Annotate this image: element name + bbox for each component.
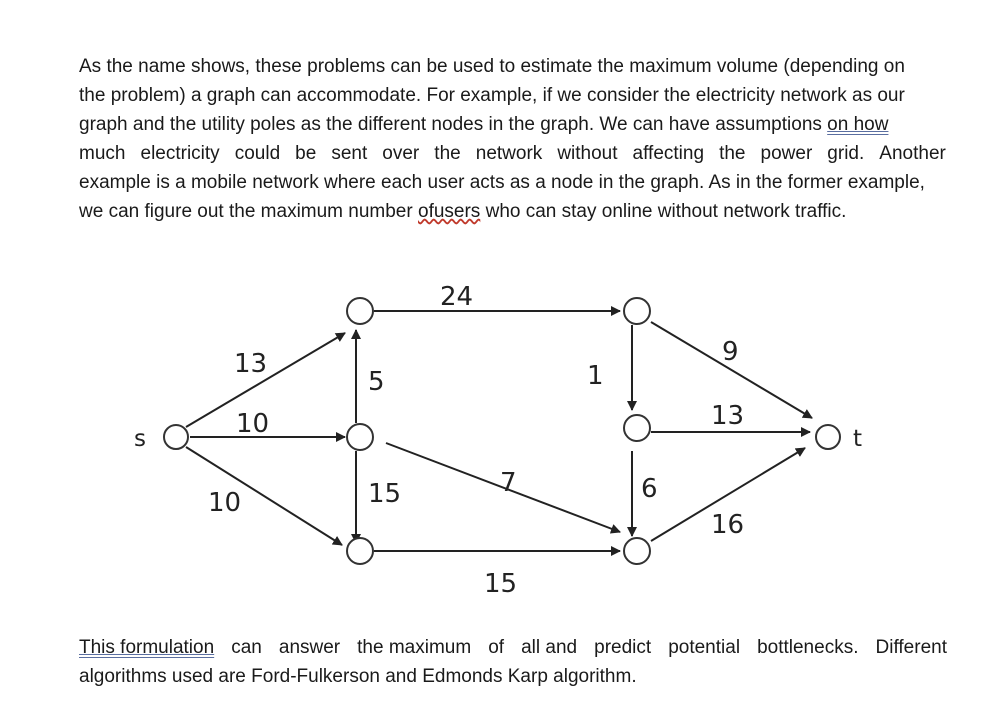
capacity-right-mid-to-t: 13 [711,401,745,431]
flow-network-diagram [0,260,1002,610]
capacity-right-top-to-right-mid: 1 [587,361,604,391]
word: the maximum [357,637,472,658]
node-right-mid [624,415,650,441]
node-t [816,425,840,449]
word: affecting [632,143,705,164]
word: the [434,143,461,164]
node-top [347,298,373,324]
word: the [719,143,746,164]
underlined-on-how: on how [827,114,889,135]
node-bot [347,538,373,564]
summary-line-2: algorithms used are Ford-Fulkerson and Edmonds Karp algorithm. [79,666,637,687]
word: sent [331,143,368,164]
capacity-mid-to-right-bot: 7 [500,468,517,498]
capacity-s-to-mid: 10 [236,409,270,439]
word: of [488,637,505,658]
intro-line-6-pre: we can figure out the maximum number [79,201,418,222]
capacity-right-bot-to-right-mid: 6 [641,474,658,504]
word: be [295,143,317,164]
word: can [231,637,262,658]
intro-line-2: the problem) a graph can accommodate. For example, if we consider the electricity network as our [79,85,905,106]
node-right-bot [624,538,650,564]
sink-label: t [853,426,863,452]
word: bottlenecks. [757,637,859,658]
word: Another [879,143,946,164]
intro-paragraph [79,52,979,226]
word: could [234,143,281,164]
node-s [164,425,188,449]
capacity-mid-to-top: 5 [368,367,385,397]
word: much [79,143,126,164]
capacity-top-to-right-top: 24 [440,282,474,312]
summary-line-1 [79,633,947,662]
word: answer [278,637,341,658]
node-mid [347,424,373,450]
intro-line-5: example is a mobile network where each user acts as a node in the graph. As in the former example, [79,172,925,193]
intro-line-1: As the name shows, these problems can be used to estimate the maximum volume (depending on [79,56,905,77]
capacity-right-bot-to-t: 16 [711,510,745,540]
source-label: s [134,426,146,452]
spelling-error-ofusers: ofusers [418,201,481,222]
summary-paragraph [79,633,979,691]
word: without [557,143,618,164]
intro-line-6 [79,197,979,226]
word: electricity [140,143,220,164]
intro-line-4 [79,139,946,168]
word: power [760,143,813,164]
word: grid. [827,143,865,164]
intro-line-3 [79,110,979,139]
intro-line-6-post: who can stay online without network traffic. [480,201,847,222]
underlined-this-formulation: This formulation [79,637,215,658]
word: over [382,143,420,164]
intro-line-3-text: graph and the utility poles as the different nodes in the graph. We can have assumptions [79,114,828,135]
word: network [475,143,543,164]
capacity-bot-to-right-bot: 15 [484,569,518,599]
capacity-mid-to-bot: 15 [368,479,402,509]
node-right-top [624,298,650,324]
word: Different [875,637,947,658]
capacity-right-top-to-t: 9 [722,337,739,367]
word: all and [521,637,578,658]
word: potential [668,637,741,658]
capacity-s-to-bot: 10 [208,488,242,518]
capacity-s-to-top: 13 [234,349,268,379]
word: predict [594,637,652,658]
